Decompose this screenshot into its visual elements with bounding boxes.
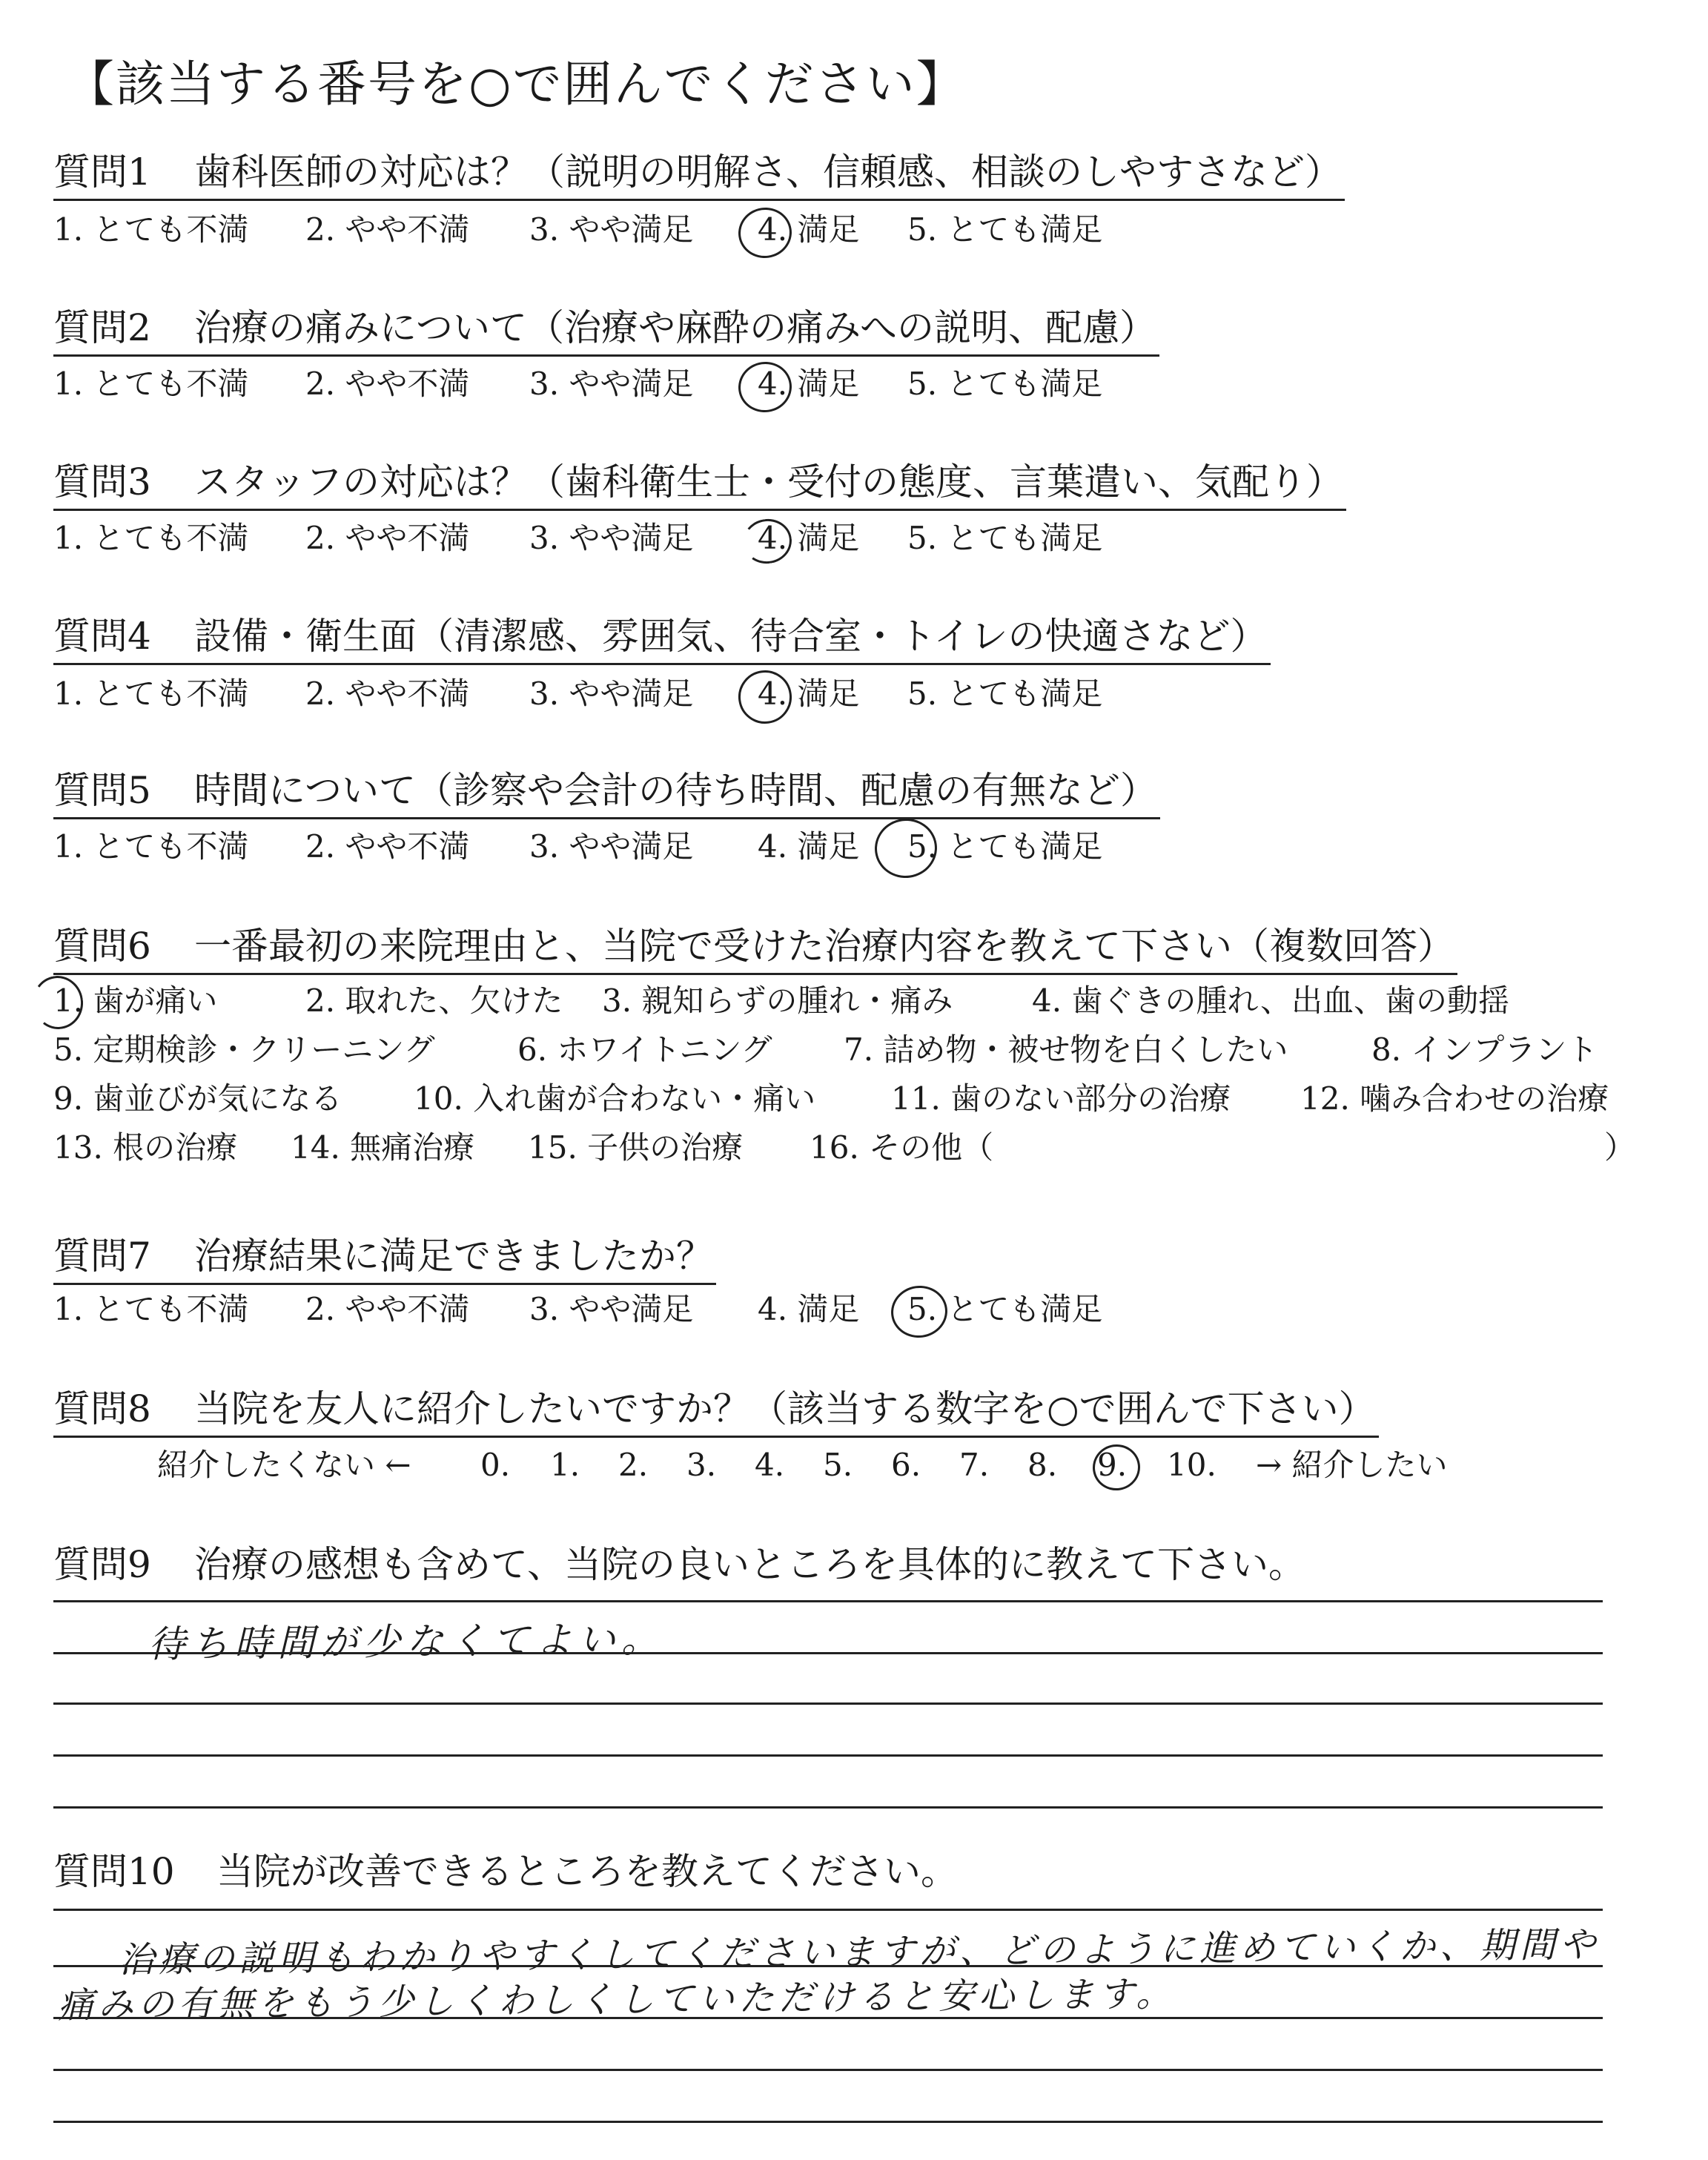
q6-option-12[interactable]: 12. 噛み合わせの治療 xyxy=(1300,1080,1609,1117)
question-10-number: 質問10 xyxy=(53,1850,175,1893)
question-1-text: 歯科医師の対応は？（説明の明解さ、信頼感、相談のしやすさなど） xyxy=(194,151,1342,194)
q8-score-6[interactable]: 6. xyxy=(891,1447,921,1483)
q10-answer-line-1 xyxy=(53,1909,1603,1911)
q6-option-16[interactable]: 16. その他（ xyxy=(810,1129,994,1166)
q10-answer-line-2 xyxy=(53,1965,1603,1967)
question-5-heading xyxy=(53,764,1160,819)
question-3-heading xyxy=(53,455,1346,511)
q7-option-1[interactable]: 1. とても不満 xyxy=(53,1291,249,1327)
question-5-text: 時間について（診察や会計の待ち時間、配慮の有無など） xyxy=(194,769,1157,812)
q6-option-14[interactable]: 14. 無痛治療 xyxy=(291,1129,475,1166)
question-4-number: 質問4 xyxy=(53,615,151,658)
question-7-text: 治療結果に満足できましたか？ xyxy=(194,1235,713,1278)
q5-option-2[interactable]: 2. やや不満 xyxy=(305,828,470,865)
q10-answer-line-4 xyxy=(53,2069,1603,2071)
q6-option-9[interactable]: 9. 歯並びが気になる xyxy=(53,1080,342,1117)
q8-score-5[interactable]: 5. xyxy=(823,1447,853,1483)
q2-option-5[interactable]: 5. とても満足 xyxy=(907,366,1103,402)
q9-answer-line-3 xyxy=(53,1702,1603,1705)
q5-option-3[interactable]: 3. やや満足 xyxy=(529,828,694,865)
q9-answer-line-5 xyxy=(53,1806,1603,1809)
q6-option-3[interactable]: 3. 親知らずの腫れ・痛み xyxy=(602,982,953,1019)
question-6-text: 一番最初の来院理由と、当院で受けた治療内容を教えて下さい（複数回答） xyxy=(194,925,1454,968)
question-10-text: 当院が改善できるところを教えてください。 xyxy=(216,1850,958,1893)
q10-handwritten-answer-line-2: 痛みの有無をもう少しくわしくしていただけると安心します。 xyxy=(57,1973,1176,2027)
question-7-heading xyxy=(53,1229,716,1285)
question-4-text: 設備・衛生面（清潔感、雰囲気、待合室・トイレの快適さなど） xyxy=(194,615,1268,658)
q9-answer-line-4 xyxy=(53,1754,1603,1757)
instruction-title: 【該当する番号を○で囲んでください】 xyxy=(65,56,967,113)
question-4-heading xyxy=(53,610,1271,665)
q6-option-13[interactable]: 13. 根の治療 xyxy=(53,1129,238,1166)
question-3-text: スタッフの対応は？（歯科衛生士・受付の態度、言葉遣い、気配り） xyxy=(194,460,1343,503)
q6-option-8[interactable]: 8. インプラント xyxy=(1371,1031,1598,1068)
q6-option-11[interactable]: 11. 歯のない部分の治療 xyxy=(891,1080,1231,1117)
q3-option-3[interactable]: 3. やや満足 xyxy=(529,520,694,556)
question-8-heading xyxy=(53,1382,1379,1438)
question-3-number: 質問3 xyxy=(53,460,151,503)
q7-option-3[interactable]: 3. やや満足 xyxy=(529,1291,694,1327)
q4-option-4[interactable]: 4. 満足 xyxy=(758,676,860,712)
q8-score-0[interactable]: 0. xyxy=(480,1447,511,1483)
q7-option-4[interactable]: 4. 満足 xyxy=(758,1291,860,1327)
q1-option-5[interactable]: 5. とても満足 xyxy=(907,211,1103,248)
question-9-heading xyxy=(53,1538,1308,1591)
q8-right-label: → 紹介したい xyxy=(1256,1447,1448,1483)
q8-score-4[interactable]: 4. xyxy=(755,1447,785,1483)
q2-option-1[interactable]: 1. とても不満 xyxy=(53,366,249,402)
q4-option-3[interactable]: 3. やや満足 xyxy=(529,676,694,712)
q6-option-5[interactable]: 5. 定期検診・クリーニング xyxy=(53,1031,435,1068)
q3-option-1[interactable]: 1. とても不満 xyxy=(53,520,249,556)
q9-answer-line-2 xyxy=(53,1652,1603,1654)
question-2-number: 質問2 xyxy=(53,306,151,349)
question-6-options xyxy=(53,977,1684,1178)
q6-option-10[interactable]: 10. 入れ歯が合わない・痛い xyxy=(414,1080,816,1117)
question-8-scale xyxy=(157,1443,1566,1487)
q5-option-5[interactable]: 5. とても満足 xyxy=(907,828,1103,865)
q9-answer-line-1 xyxy=(53,1600,1603,1602)
q8-score-8[interactable]: 8. xyxy=(1027,1447,1058,1483)
q1-option-4[interactable]: 4. 満足 xyxy=(758,211,860,248)
q6-option-15[interactable]: 15. 子供の治療 xyxy=(528,1129,744,1166)
q6-option-4[interactable]: 4. 歯ぐきの腫れ、出血、歯の動揺 xyxy=(1032,982,1509,1019)
q8-score-1[interactable]: 1. xyxy=(550,1447,580,1483)
q8-score-7[interactable]: 7. xyxy=(959,1447,990,1483)
q4-option-2[interactable]: 2. やや不満 xyxy=(305,676,470,712)
q8-score-9[interactable]: 9. xyxy=(1097,1447,1128,1483)
q7-option-5[interactable]: 5. とても満足 xyxy=(907,1291,1103,1327)
q5-option-1[interactable]: 1. とても不満 xyxy=(53,828,249,865)
q10-handwritten-answer-line-1: 治療の説明もわかりやすくしてくださいますが、どのように進めていくか、期間や xyxy=(118,1923,1601,1981)
q2-option-4[interactable]: 4. 満足 xyxy=(758,366,860,402)
question-6-heading xyxy=(53,919,1457,975)
q10-answer-line-3 xyxy=(53,2017,1603,2019)
q7-option-2[interactable]: 2. やや不満 xyxy=(305,1291,470,1327)
q8-score-2[interactable]: 2. xyxy=(618,1447,649,1483)
question-2-text: 治療の痛みについて（治療や麻酔の痛みへの説明、配慮） xyxy=(194,306,1156,349)
q6-option-7[interactable]: 7. 詰め物・被せ物を白くしたい xyxy=(844,1031,1288,1068)
q3-option-5[interactable]: 5. とても満足 xyxy=(907,520,1103,556)
q6-option-2[interactable]: 2. 取れた、欠けた xyxy=(305,982,563,1019)
q10-answer-line-5 xyxy=(53,2121,1603,2123)
question-9-number: 質問9 xyxy=(53,1543,151,1586)
q5-option-4[interactable]: 4. 満足 xyxy=(758,828,860,865)
q2-option-2[interactable]: 2. やや不満 xyxy=(305,366,470,402)
q3-option-2[interactable]: 2. やや不満 xyxy=(305,520,470,556)
q6-other-paren-close: ） xyxy=(1604,1129,1636,1166)
question-2-heading xyxy=(53,301,1159,357)
q4-option-1[interactable]: 1. とても不満 xyxy=(53,676,249,712)
question-8-text: 当院を友人に紹介したいですか？（該当する数字を○で囲んで下さい） xyxy=(194,1387,1376,1430)
q2-option-3[interactable]: 3. やや満足 xyxy=(529,366,694,402)
q6-option-1[interactable]: 1. 歯が痛い xyxy=(53,982,218,1019)
question-7-number: 質問7 xyxy=(53,1235,151,1278)
q4-option-5[interactable]: 5. とても満足 xyxy=(907,676,1103,712)
q1-option-2[interactable]: 2. やや不満 xyxy=(305,211,470,248)
q8-score-3[interactable]: 3. xyxy=(686,1447,717,1483)
question-5-number: 質問5 xyxy=(53,769,151,812)
q9-handwritten-answer: 待ち時間が少なくてよい。 xyxy=(148,1617,665,1666)
question-6-number: 質問6 xyxy=(53,925,151,968)
q6-option-6[interactable]: 6. ホワイトニング xyxy=(517,1031,772,1068)
q1-option-3[interactable]: 3. やや満足 xyxy=(529,211,694,248)
question-8-number: 質問8 xyxy=(53,1387,151,1430)
q3-option-4[interactable]: 4. 満足 xyxy=(758,520,860,556)
question-1-number: 質問1 xyxy=(53,151,151,194)
question-10-heading xyxy=(53,1845,961,1898)
q8-score-10[interactable]: 10. xyxy=(1167,1447,1217,1483)
q8-left-label: 紹介したくない ← xyxy=(157,1447,411,1483)
question-9-text: 治療の感想も含めて、当院の良いところを具体的に教えて下さい。 xyxy=(194,1543,1305,1586)
question-1-heading xyxy=(53,145,1345,201)
q1-option-1[interactable]: 1. とても不満 xyxy=(53,211,249,248)
